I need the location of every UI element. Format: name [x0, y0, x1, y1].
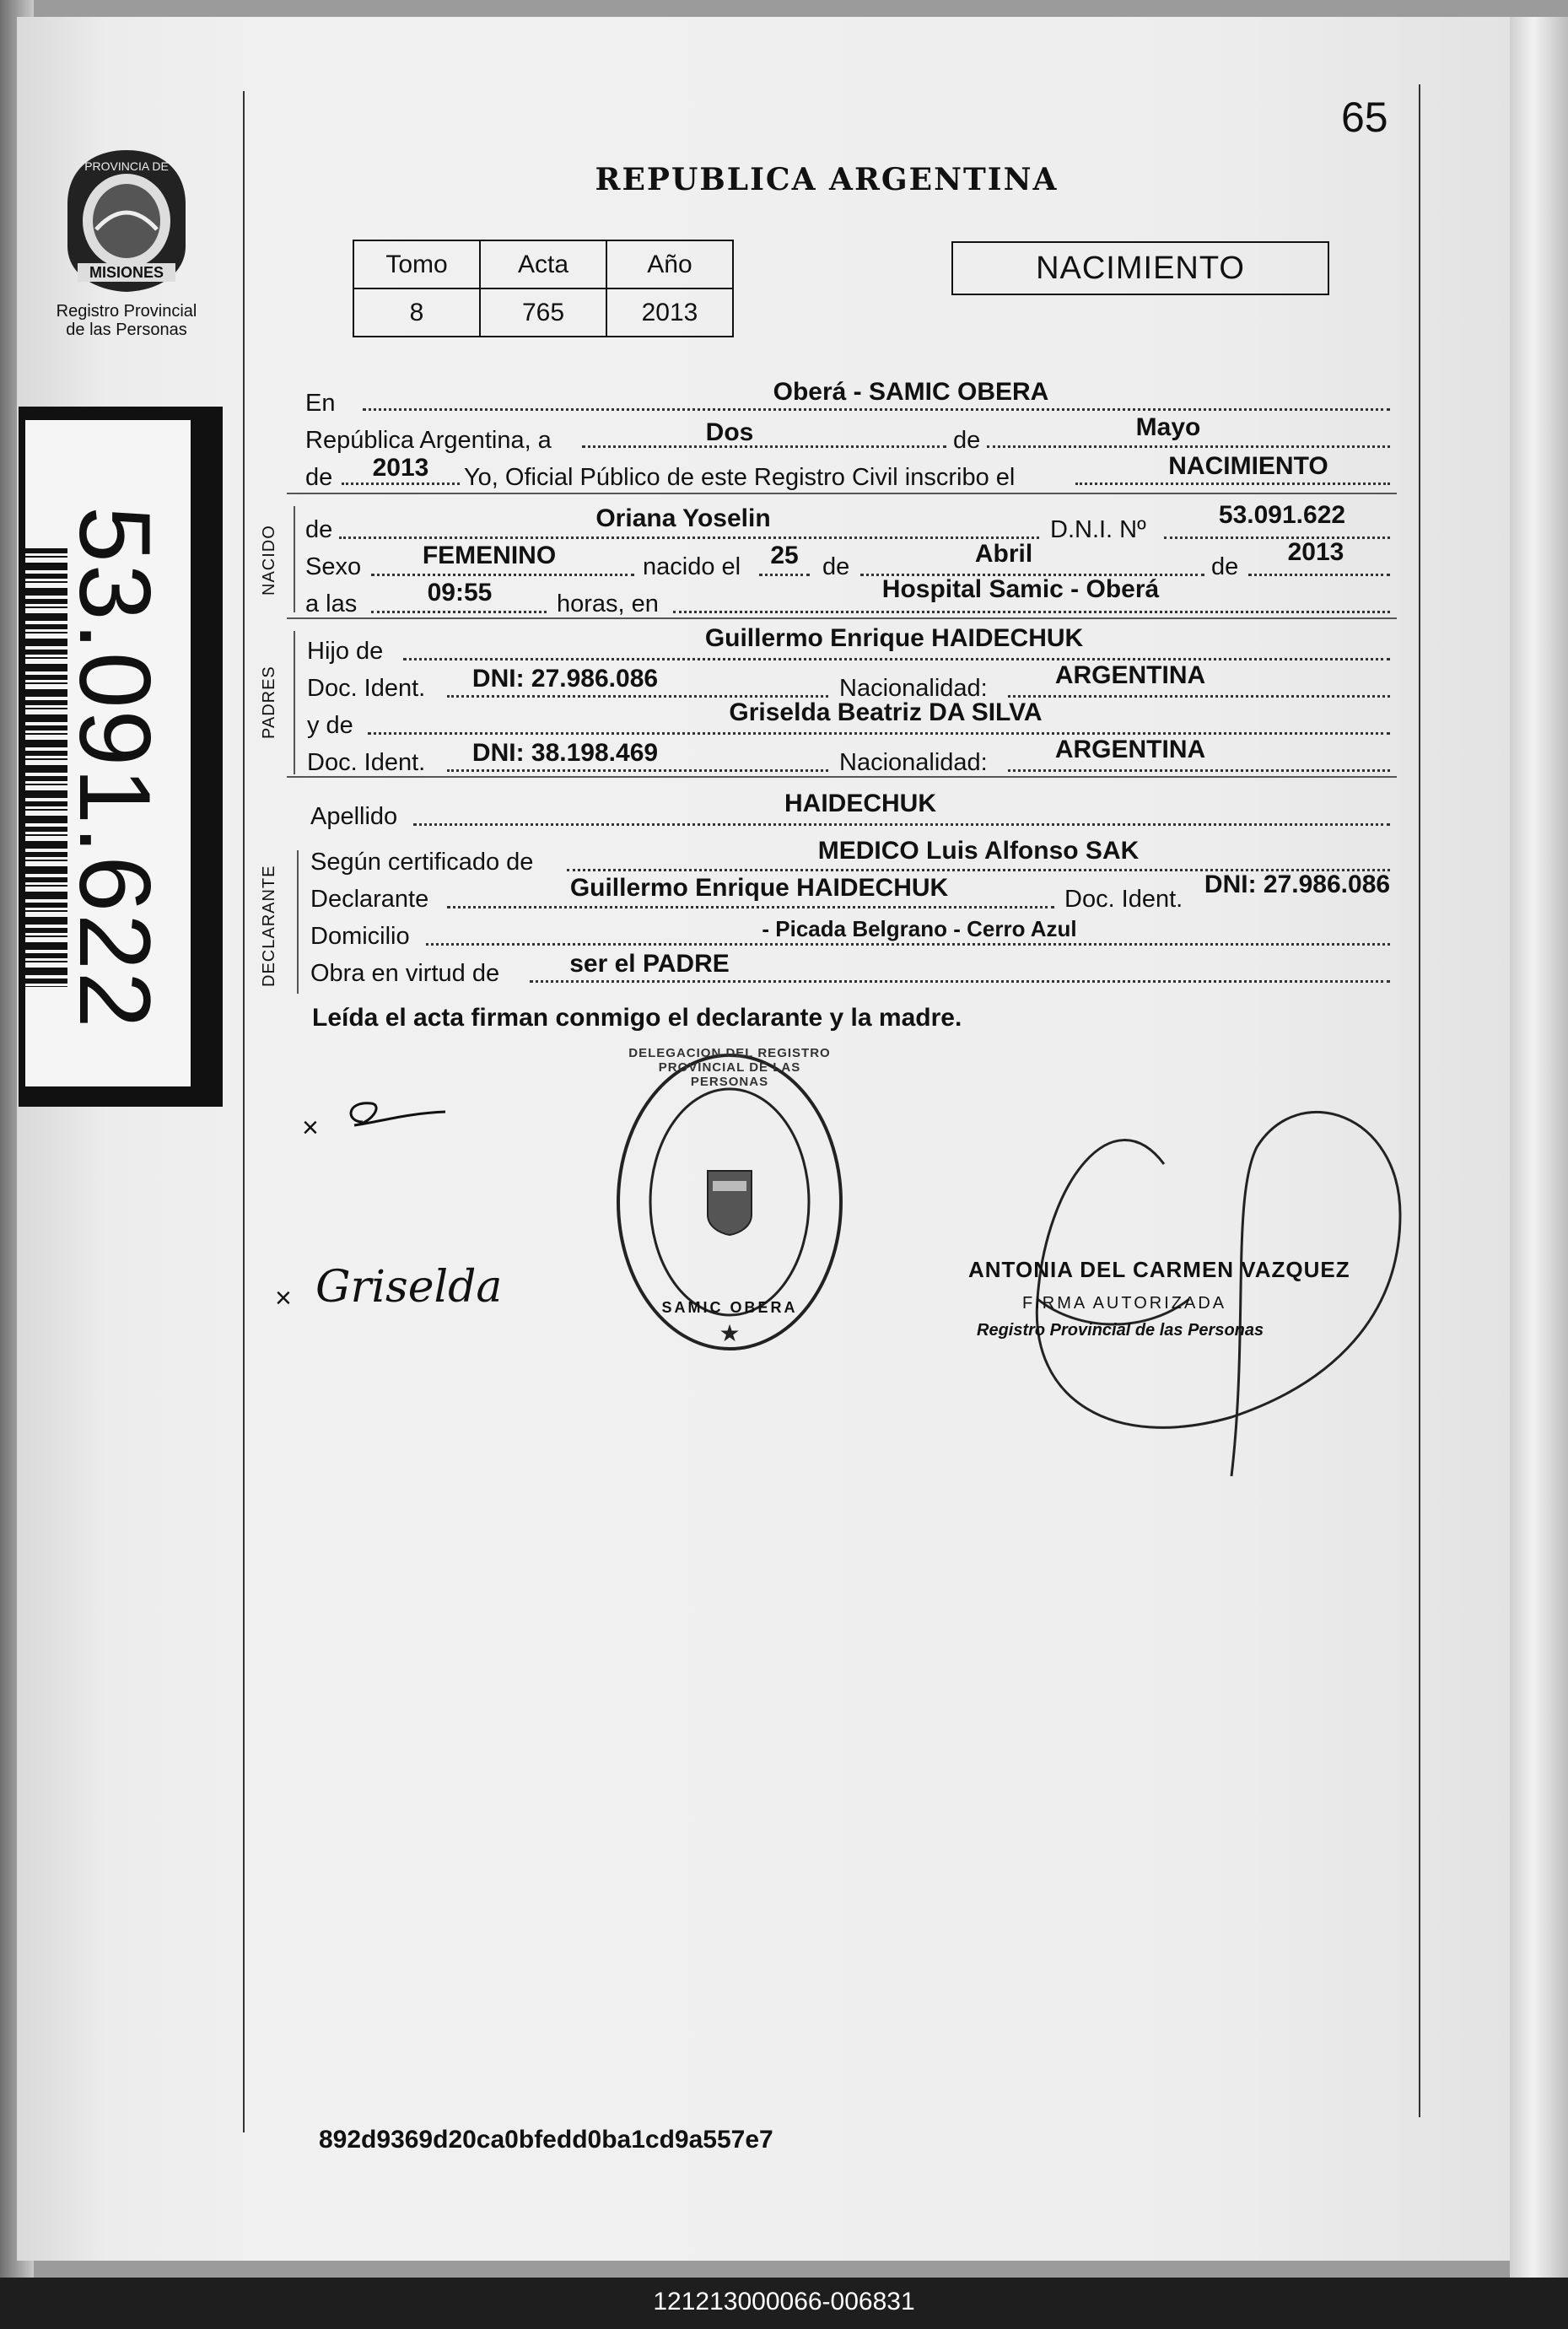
seal-center-text: SAMIC OBERA — [661, 1299, 798, 1316]
left-margin-line — [243, 91, 245, 2132]
document-hash: 892d9369d20ca0bfedd0ba1cd9a557e7 — [319, 2126, 773, 2154]
doc3-label: Doc. Ident. — [1064, 886, 1183, 913]
table-value-tomo: 8 — [353, 288, 480, 337]
nac1-label: Nacionalidad: — [839, 675, 988, 702]
doc2-value: DNI: 38.198.469 — [471, 739, 659, 767]
official-role: FIRMA AUTORIZADA — [1022, 1294, 1227, 1313]
place-value: Hospital Samic - Oberá — [881, 575, 1160, 603]
child-name-value: Oriana Yoselin — [595, 504, 771, 532]
madre-mark: × — [275, 1282, 292, 1314]
dotted-line — [447, 769, 828, 772]
month-value: Mayo — [1135, 413, 1201, 441]
birth-de2-label: de — [1211, 553, 1239, 580]
doc3-value: DNI: 27.986.086 — [1204, 871, 1391, 898]
sexo-value: FEMENINO — [422, 542, 557, 569]
a-las-label: a las — [305, 590, 358, 617]
day-value: Dos — [705, 418, 754, 446]
page-edge — [1510, 17, 1568, 2278]
nac2-label: Nacionalidad: — [839, 749, 988, 776]
certificado-value: MEDICO Luis Alfonso SAK — [817, 837, 1140, 865]
dotted-line — [447, 695, 828, 698]
dni-value: 53.091.622 — [1218, 501, 1346, 529]
dotted-line — [1008, 695, 1390, 698]
inscribo-value: NACIMIENTO — [1168, 452, 1328, 480]
right-margin-line — [1419, 84, 1420, 2117]
declarante-value: Guillermo Enrique HAIDECHUK — [569, 874, 949, 902]
hour-value: 09:55 — [427, 579, 493, 607]
section-divider — [287, 493, 1397, 494]
padres-bracket — [294, 631, 295, 774]
nac1-value: ARGENTINA — [1054, 661, 1206, 689]
dotted-line — [342, 483, 460, 485]
doc1-label: Doc. Ident. — [307, 675, 426, 702]
page-number: 65 — [1341, 94, 1388, 141]
dotted-line — [673, 611, 1390, 613]
seal-ring-text: DELEGACION DEL REGISTRO PROVINCIAL DE LAS PERSONAS — [628, 1046, 831, 1089]
dotted-line — [1248, 574, 1390, 576]
apellido-label: Apellido — [310, 803, 398, 830]
declarante-label: Declarante — [310, 886, 429, 913]
document-title: REPUBLICA ARGENTINA — [595, 162, 1059, 197]
dotted-line — [371, 574, 634, 576]
de2-label: de — [305, 464, 333, 491]
table-value-acta: 765 — [480, 288, 606, 337]
hijo-label: Hijo de — [307, 638, 384, 665]
declarante-signature — [337, 1088, 455, 1139]
dotted-line — [403, 658, 1390, 660]
nacido-el-label: nacido el — [643, 553, 741, 580]
closing-statement: Leída el acta firman conmigo el declarante y la madre. — [312, 1004, 962, 1032]
table-header-tomo: Tomo — [353, 240, 480, 288]
official-org: Registro Provincial de las Personas — [977, 1321, 1264, 1340]
table-header-acta: Acta — [480, 240, 606, 288]
birth-month-value: Abril — [974, 540, 1033, 568]
padres-side-label: PADRES — [260, 666, 278, 739]
official-name: ANTONIA DEL CARMEN VAZQUEZ — [968, 1257, 1350, 1282]
registry-table — [353, 240, 734, 337]
table-header-ano: Año — [606, 240, 733, 288]
dotted-line — [368, 732, 1390, 735]
section-divider — [287, 617, 1397, 619]
barcode-number: 53.091.622 — [58, 506, 171, 1030]
obra-label: Obra en virtud de — [310, 960, 500, 987]
y-de-label: y de — [307, 712, 353, 739]
doc1-value: DNI: 27.986.086 — [471, 665, 659, 693]
nac2-value: ARGENTINA — [1054, 736, 1206, 763]
horas-label: horas, en — [557, 590, 659, 617]
dotted-line — [339, 536, 1039, 539]
birth-day-value: 25 — [770, 542, 799, 569]
section-divider — [287, 776, 1397, 778]
svg-text:PROVINCIA DE: PROVINCIA DE — [84, 159, 169, 173]
dotted-line — [363, 408, 1390, 411]
birth-year-value: 2013 — [1287, 538, 1344, 566]
name-de-label: de — [305, 516, 333, 543]
declarante-bracket — [297, 850, 299, 994]
domicilio-value: - Picada Belgrano - Cerro Azul — [762, 916, 1077, 941]
record-type-box: NACIMIENTO — [951, 241, 1329, 295]
dotted-line — [426, 943, 1390, 946]
birth-de-label: de — [822, 553, 850, 580]
domicilio-label: Domicilio — [310, 923, 410, 950]
declarante-side-label: DECLARANTE — [260, 865, 278, 987]
dotted-line — [1008, 769, 1390, 772]
dotted-line — [759, 574, 810, 576]
dni-label: D.N.I. Nº — [1050, 516, 1146, 543]
dotted-line — [413, 823, 1390, 826]
en-value: Oberá - SAMIC OBERA — [773, 378, 1049, 406]
nacido-side-label: NACIDO — [260, 525, 278, 596]
oficial-text: Yo, Oficial Público de este Registro Civil inscribo el — [464, 464, 1016, 491]
table-value-ano: 2013 — [606, 288, 733, 337]
dotted-line — [987, 445, 1390, 448]
madre-signature: Griselda — [315, 1262, 503, 1313]
republica-label: República Argentina, a — [305, 427, 552, 454]
year-value: 2013 — [372, 454, 429, 482]
en-label: En — [305, 390, 336, 417]
document-id: 121213000066-006831 — [653, 2288, 915, 2316]
certificado-label: Según certificado de — [310, 849, 534, 876]
obra-value: ser el PADRE — [569, 950, 730, 978]
dotted-line — [1075, 483, 1390, 485]
doc2-label: Doc. Ident. — [307, 749, 426, 776]
registry-caption: Registro Provincial de las Personas — [56, 302, 197, 339]
mother-value: Griselda Beatriz DA SILVA — [729, 698, 1043, 726]
apellido-value: HAIDECHUK — [784, 790, 936, 817]
province-seal-icon — [61, 145, 192, 297]
father-value: Guillermo Enrique HAIDECHUK — [704, 624, 1084, 652]
svg-text:★: ★ — [719, 1320, 741, 1346]
nacido-bracket — [294, 506, 295, 612]
dotted-line — [447, 906, 1054, 908]
sexo-label: Sexo — [305, 553, 362, 580]
svg-text:MISIONES: MISIONES — [89, 264, 164, 281]
dotted-line — [530, 980, 1390, 983]
de-label: de — [953, 427, 981, 454]
declarante-mark: × — [302, 1112, 319, 1144]
dotted-line — [371, 611, 547, 613]
